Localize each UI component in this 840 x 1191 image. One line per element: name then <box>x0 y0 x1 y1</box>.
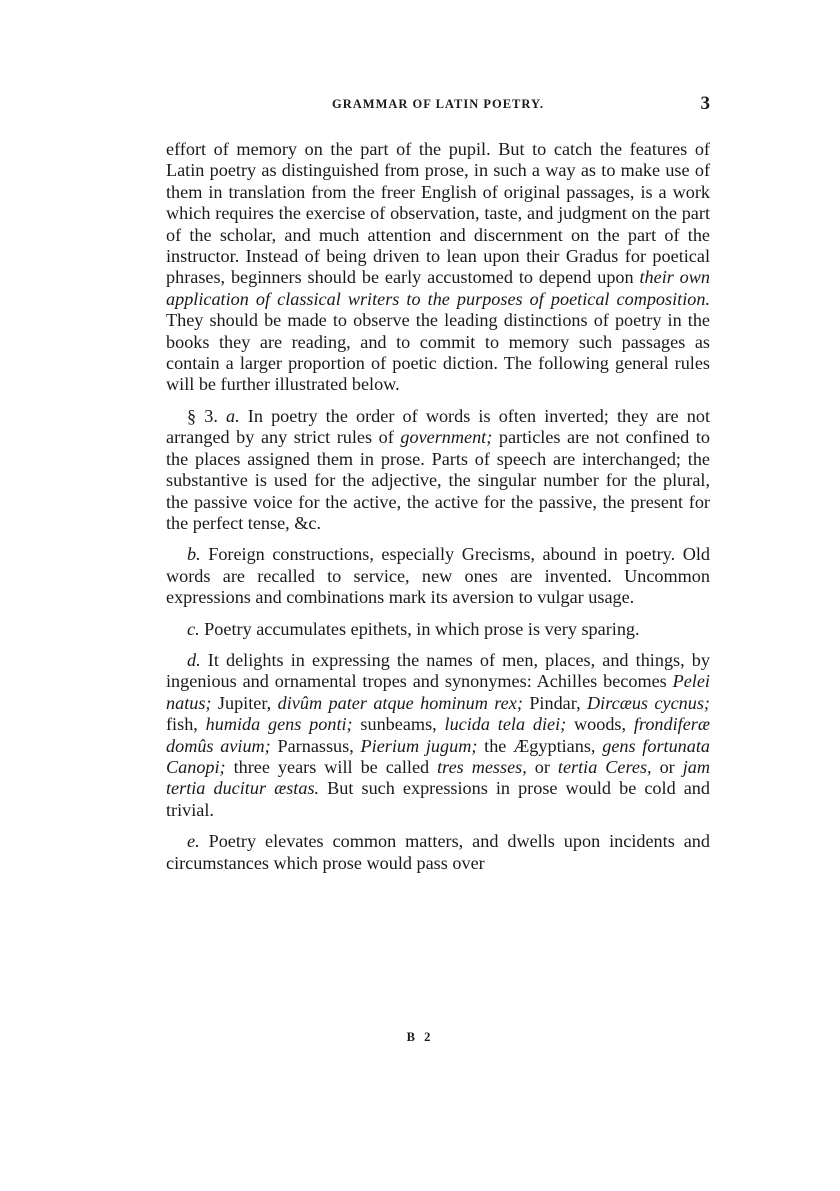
text-run: three years will be called <box>225 756 438 777</box>
text-run: But such expressions in prose would be cold and trivial. <box>166 778 710 820</box>
section-mark: § 3. <box>187 405 227 426</box>
text-run: Foreign constructions, especially Grecisms, abound in poetry. Old words are recalled to service, new ones are invented. Uncommon expressions and combinations mark its aversion to vulgar usage. <box>166 544 710 608</box>
section-3b <box>166 544 710 608</box>
text-run: Pindar, <box>522 692 588 713</box>
body-text <box>166 139 710 884</box>
running-head: GRAMMAR OF LATIN POETRY. <box>332 97 544 111</box>
latin-phrase: Dircæus cycnus; <box>587 692 710 713</box>
subsection-letter: a. <box>226 405 240 426</box>
subsection-letter: e. <box>187 831 200 852</box>
text-run: It delights in expressing the names of men, places, and things, by ingenious and ornamental tropes and synonymes: Achilles becomes <box>166 649 710 692</box>
section-3c <box>166 619 710 640</box>
latin-phrase: humida gens ponti; <box>205 714 353 735</box>
section-3d <box>166 650 710 821</box>
text-run: Poetry accumulates epithets, in which prose is very sparing. <box>199 618 640 639</box>
text-run: Poetry elevates common matters, and dwells upon incidents and circumstances which prose would pass over <box>166 831 710 873</box>
subsection-letter: d. <box>187 649 201 670</box>
section-3a <box>166 406 710 534</box>
italic-phrase: government; <box>400 427 493 448</box>
latin-phrase: tertia Ceres, <box>557 756 652 777</box>
latin-phrase: lucida tela diei; <box>444 714 567 735</box>
latin-phrase: frondiferæ domûs avium; <box>166 714 710 756</box>
section-3e <box>166 831 710 874</box>
page-number: 3 <box>700 93 710 114</box>
latin-phrase: Pelei natus; <box>166 671 710 713</box>
text-run: sunbeams, <box>352 714 445 735</box>
subsection-letter: b. <box>187 544 201 565</box>
signature-mark: B 2 <box>406 1030 434 1044</box>
text-run: Parnassus, <box>270 735 361 756</box>
text-run: Jupiter, <box>211 692 278 713</box>
text-run: In poetry the order of words is often inverted; they are not arranged by any strict rules of <box>166 405 711 448</box>
text-run: or <box>526 756 558 777</box>
text-run: They should be made to observe the leading distinctions of poetry in the books they are reading, and to commit to memory such passages as contain a larger proportion of poetic diction. The following general rules will be further illustrated below. <box>166 310 710 395</box>
paragraph-continuation <box>166 139 710 396</box>
latin-phrase: tres messes, <box>437 756 527 777</box>
text-run: the Ægyptians, <box>477 735 603 756</box>
page-header <box>166 93 710 121</box>
latin-phrase: gens fortunata Canopi; <box>166 735 711 777</box>
text-run: fish, <box>166 714 206 735</box>
text-run: particles are not confined to the places assigned them in prose. Parts of speech are interchanged; the substantive is used for the adjective, the singular number for the plural, the passive voice for the active, the active for the passive, the present for the perfect tense, &c. <box>166 427 710 533</box>
latin-phrase: jam tertia ducitur æstas. <box>166 756 711 799</box>
latin-phrase: divûm pater atque hominum rex; <box>277 692 523 713</box>
subsection-letter: c. <box>187 618 200 639</box>
text-run: woods, <box>566 714 634 735</box>
latin-phrase: Pierium jugum; <box>360 735 478 756</box>
text-run: effort of memory on the part of the pupil. But to catch the features of Latin poetry as distinguished from prose, in such a way as to make use of them in translation from the freer English of original passages, is a work which requires the exercise of observation, taste, and judgment on the part of the scholar, and much attention and discernment on the part of the instructor. Instead of being driven to lean upon their Gradus for poetical phrases, beginners should be early accustomed to depend upon <box>166 139 710 288</box>
text-run: or <box>651 756 683 777</box>
italic-phrase: their own application of classical writers to the purposes of poetical composition. <box>166 267 710 309</box>
